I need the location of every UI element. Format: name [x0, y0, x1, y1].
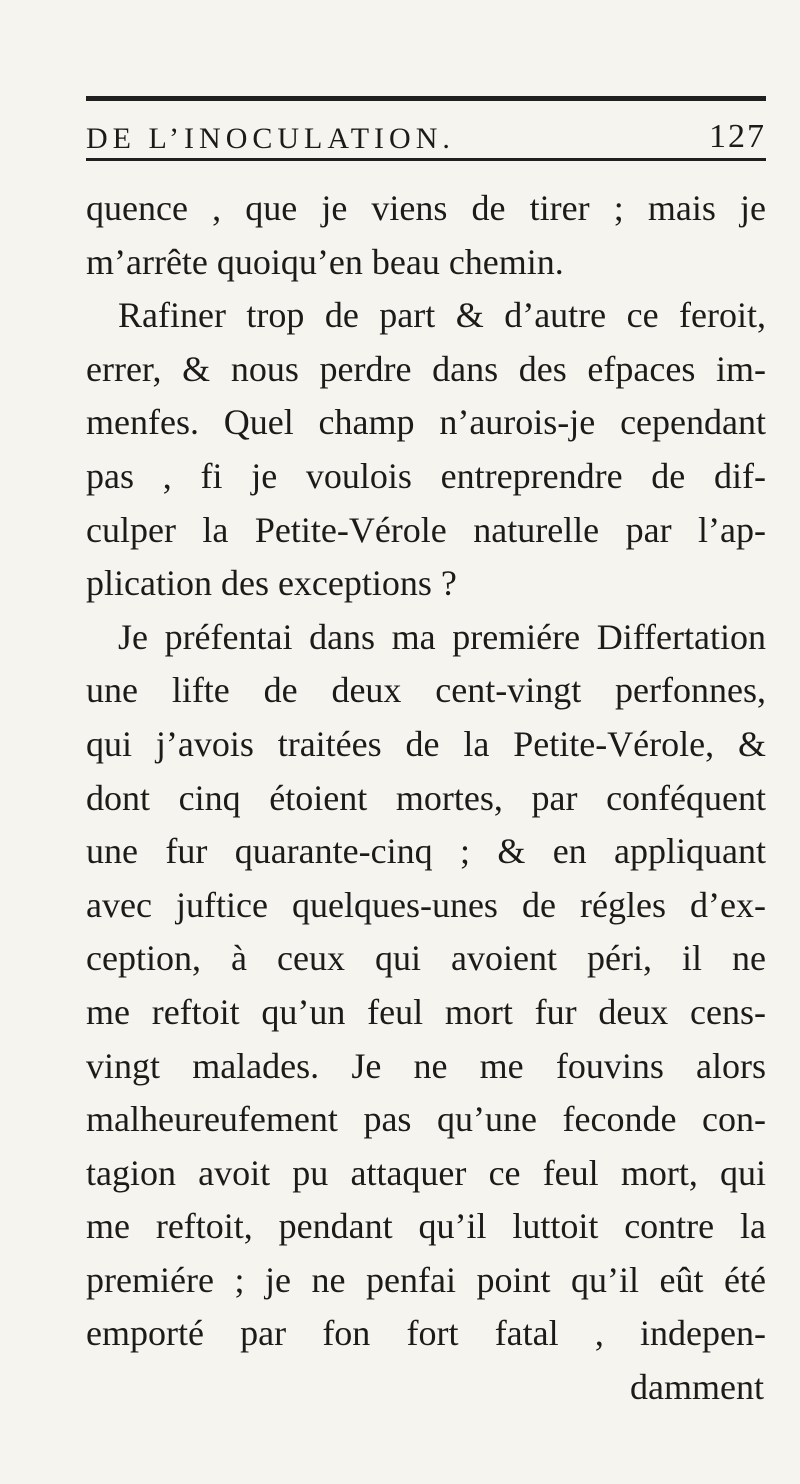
text-line-17: vingt malades. Je ne me fouvins alors	[86, 1045, 766, 1086]
text-line-12: dont cinq étoient mortes, par conféquent	[86, 777, 766, 818]
text-line-4: errer, & nous perdre dans des efpaces im-	[86, 348, 766, 389]
text-line-11: qui j’avois traitées de la Petite-Vérole, &	[86, 723, 766, 764]
text-line-8: plication des exceptions ?	[86, 563, 457, 604]
text-line-22: emporté par fon fort fatal , indepen-	[86, 1313, 766, 1354]
text-line-13: une fur quarante-cinq ; & en appliquant	[86, 831, 766, 872]
running-head	[86, 108, 766, 154]
text-line-21: premiére ; je ne penfai point qu’il eût été	[86, 1259, 766, 1300]
text-line-14: avec juftice quelques-unes de régles d’ex-	[86, 884, 766, 925]
body-text	[86, 182, 766, 1415]
header-top-rule	[86, 96, 766, 101]
text-line-20: me reftoit, pendant qu’il luttoit contre la	[86, 1206, 766, 1247]
text-line-2: m’arrête quoiqu’en beau chemin.	[86, 241, 564, 282]
text-line-1: quence , que je viens de tirer ; mais je	[86, 188, 766, 228]
text-line-19: tagion avoit pu attaquer ce feul mort, qui	[86, 1152, 766, 1193]
text-line-3: Rafiner trop de part & d’autre ce feroit,	[118, 295, 766, 336]
text-line-10: une lifte de deux cent-vingt perfonnes,	[86, 670, 766, 711]
text-line-9: Je préfentai dans ma premiére Differtation	[118, 616, 766, 657]
text-line-18: malheureufement pas qu’une feconde con-	[86, 1099, 766, 1140]
text-line-5: menfes. Quel champ n’aurois-je cependant	[86, 402, 766, 443]
text-line-15: ception, à ceux qui avoient péri, il ne	[86, 938, 766, 979]
text-line-16: me reftoit qu’un feul mort fur deux cens-	[86, 991, 766, 1032]
text-line-7: culper la Petite-Vérole naturelle par l’ap-	[86, 509, 766, 550]
running-head-title: DE L’INOCULATION.	[86, 122, 455, 155]
page-number: 127	[709, 118, 766, 155]
text-line-6: pas , fi je voulois entreprendre de dif-	[86, 455, 766, 496]
header-bottom-rule	[86, 158, 766, 161]
text-line-23: damment	[630, 1367, 764, 1408]
